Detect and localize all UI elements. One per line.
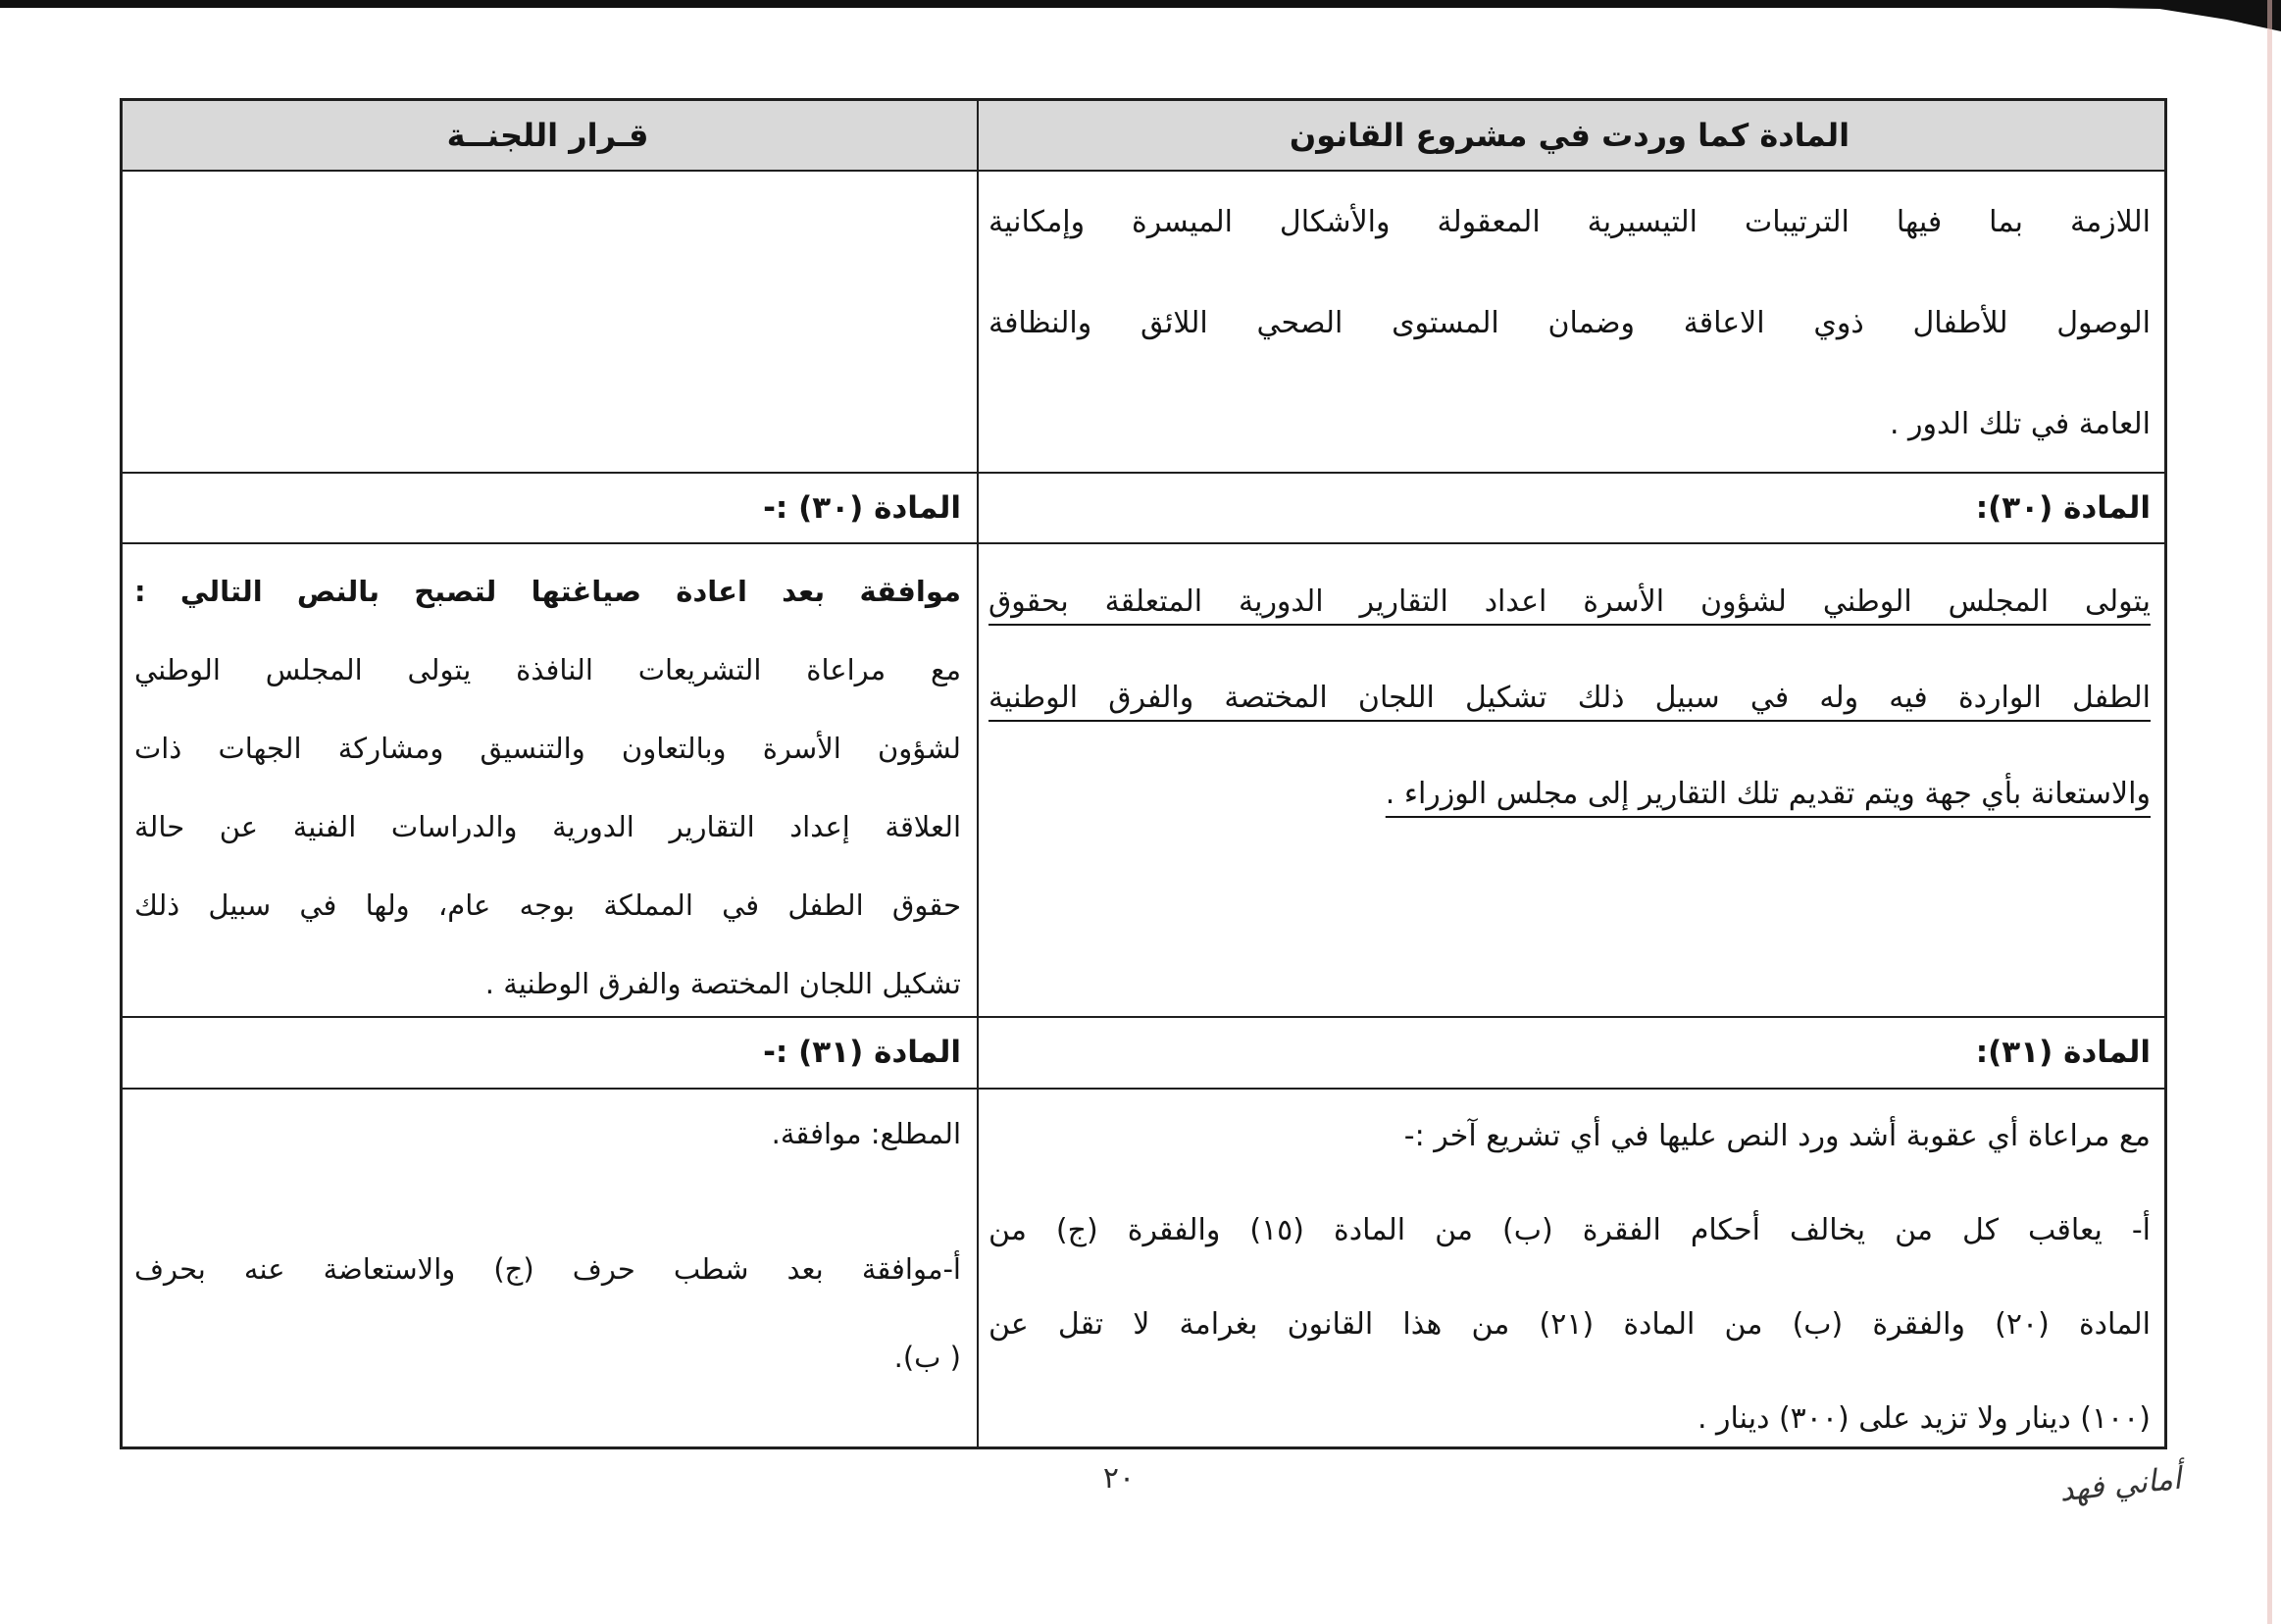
text-line: يتولى المجلس الوطني لشؤون الأسرة اعداد التقارير الدورية المتعلقة بحقوق: [988, 584, 2151, 619]
committee-article-30-title: المادة (٣٠) :-: [763, 490, 961, 526]
law-article-30-title: المادة (٣٠):: [977, 474, 2164, 542]
text-line: اللازمة بما فيها الترتيبات التيسيرية المعقولة والأشكال الميسرة وإمكانية: [988, 205, 2151, 239]
table-header-row: [123, 101, 2164, 172]
decision-heading: موافقة بعد اعادة صياغتها لتصبح بالنص التالي :: [134, 575, 961, 608]
text-line: العامة في تلك الدور .: [1889, 407, 2151, 441]
text-line: (١٠٠) دينار ولا تزيد على (٣٠٠) دينار .: [1697, 1401, 2151, 1436]
law-article-cell: [977, 544, 2164, 1016]
header-law-article-column: المادة كما وردت في مشروع القانون: [977, 101, 2164, 170]
text-line: الطفل الواردة فيه وله في سبيل ذلك تشكيل اللجان المختصة والفرق الوطنية: [988, 681, 2151, 715]
committee-decision-cell: [123, 544, 977, 1016]
text-line: لشؤون الأسرة وبالتعاون والتنسيق ومشاركة الجهات ذات: [134, 732, 961, 765]
text-line: المادة (٢٠) والفقرة (ب) من المادة (٢١) من هذا القانون بغرامة لا تقل عن: [988, 1307, 2151, 1342]
law-article-cell: [977, 1090, 2164, 1446]
text-line: مع مراعاة أي عقوبة أشد ورد النص عليها في أي تشريع آخر :-: [1403, 1119, 2151, 1153]
text-line: والاستعانة بأي جهة ويتم تقديم تلك التقارير إلى مجلس الوزراء .: [1385, 777, 2151, 811]
scan-page-edge-line: [2267, 0, 2272, 1624]
table-row: [123, 544, 2164, 1018]
text-line: تشكيل اللجان المختصة والفرق الوطنية .: [484, 967, 961, 1000]
table-row: [123, 474, 2164, 544]
handwritten-signature: أماني فهد: [2057, 1460, 2183, 1509]
text-line: حقوق الطفل في المملكة بوجه عام، ولها في سبيل ذلك: [134, 888, 961, 922]
table-row: [123, 1090, 2164, 1446]
scan-artifact-top-bar: [0, 0, 2281, 8]
page-number: ٢٠: [1102, 1461, 1136, 1496]
scan-artifact-top-right-corner: [2085, 0, 2281, 31]
table-row: [123, 172, 2164, 474]
committee-article-31-title: المادة (٣١) :-: [763, 1035, 961, 1070]
law-article-cell: [977, 172, 2164, 472]
table-row: [123, 1018, 2164, 1090]
comparison-table: [120, 98, 2167, 1449]
header-committee-decision-column: قـرار اللجنــة: [446, 117, 649, 154]
committee-decision-cell: [123, 1090, 977, 1446]
text-line: المطلع: موافقة.: [771, 1117, 961, 1150]
text-line: أ-موافقة بعد شطب حرف (ج) والاستعاضة عنه بحرف: [134, 1252, 961, 1286]
law-article-31-title: المادة (٣١):: [977, 1018, 2164, 1088]
committee-decision-cell-empty: [123, 172, 977, 472]
text-line: الوصول للأطفال ذوي الاعاقة وضمان المستوى الصحي اللائق والنظافة: [988, 306, 2151, 340]
text-line: ( ب).: [893, 1341, 961, 1374]
text-line: العلاقة إعداد التقارير الدورية والدراسات الفنية عن حالة: [134, 810, 961, 843]
text-line: أ- يعاقب كل من يخالف أحكام الفقرة (ب) من المادة (١٥) والفقرة (ج) من: [988, 1213, 2152, 1247]
text-line: مع مراعاة التشريعات النافذة يتولى المجلس الوطني: [134, 653, 961, 686]
